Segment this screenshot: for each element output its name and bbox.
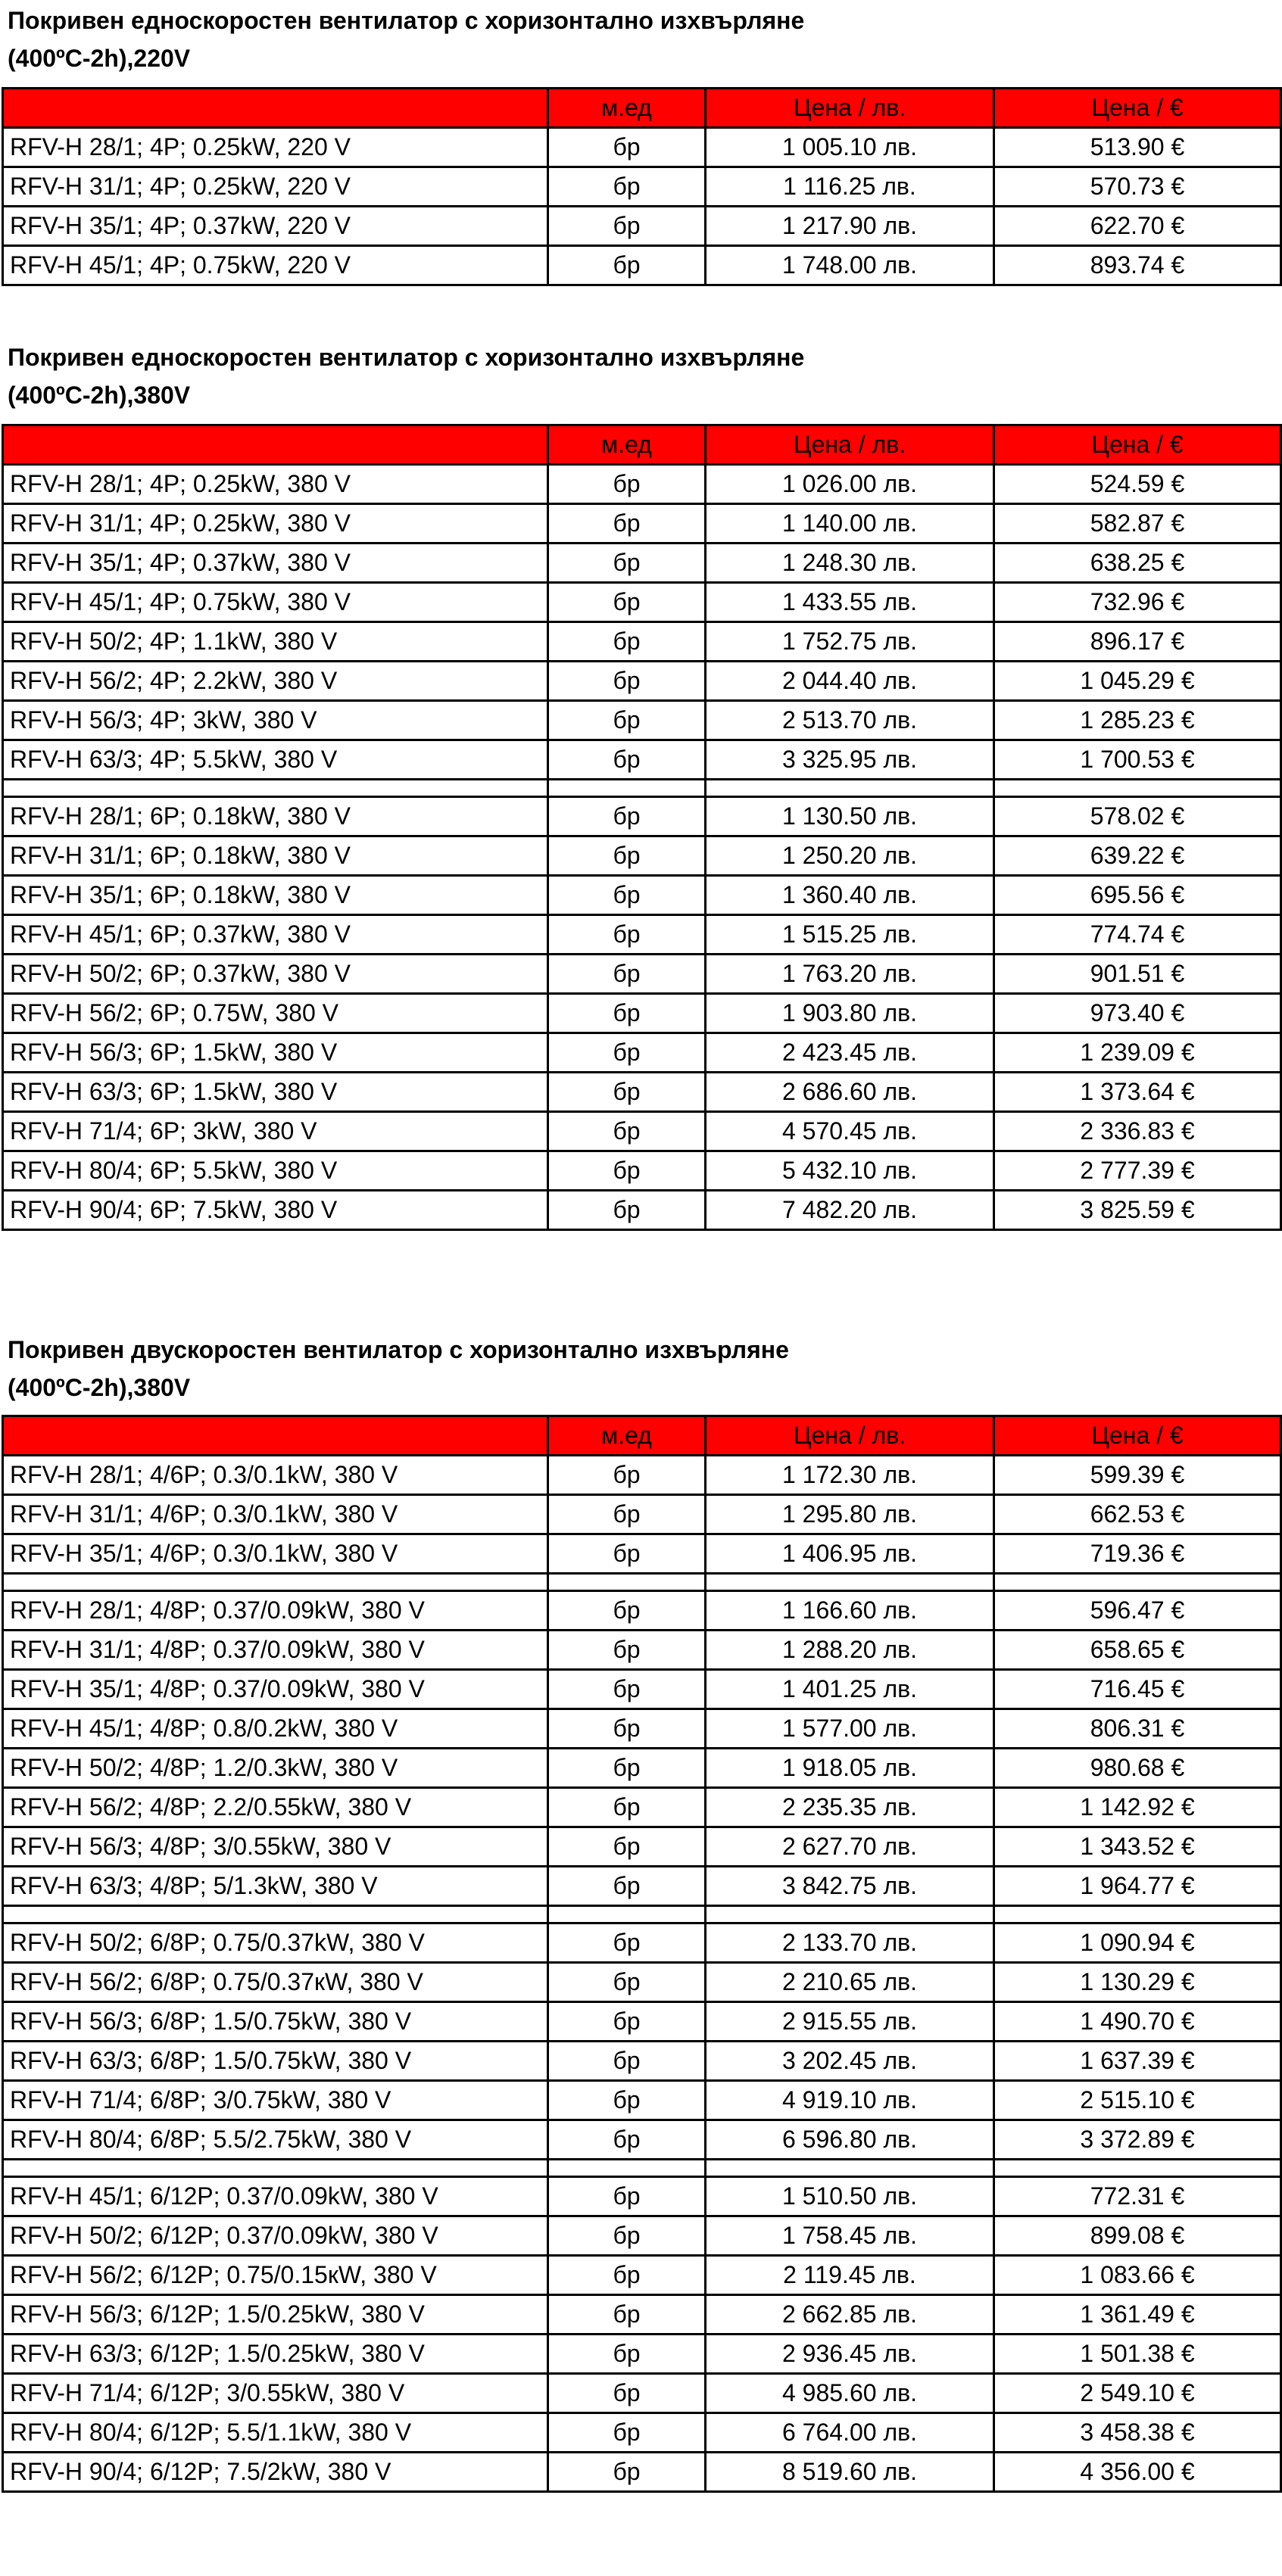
product-name-cell: RFV-H 45/1; 4P; 0.75kW, 220 V xyxy=(3,246,548,285)
price-eur-cell: 524.59 € xyxy=(994,465,1281,504)
product-name-cell: RFV-H 50/2; 6/8P; 0.75/0.37kW, 380 V xyxy=(3,1923,548,1963)
price-eur-cell: 3 458.38 € xyxy=(994,2413,1281,2453)
table-row xyxy=(3,1495,1281,1534)
price-eur-cell: 980.68 € xyxy=(994,1749,1281,1788)
header-unit: м.ед xyxy=(548,89,706,128)
spacer-cell xyxy=(548,1574,706,1591)
spacer-cell xyxy=(3,2160,548,2177)
header-price-bgn: Цена / лв. xyxy=(706,1416,994,1456)
spacer-cell xyxy=(548,2160,706,2177)
unit-cell: бр xyxy=(548,740,706,780)
price-bgn-cell: 1 752.75 лв. xyxy=(706,622,994,662)
table-row xyxy=(3,2002,1281,2042)
price-eur-cell: 1 361.49 € xyxy=(994,2295,1281,2335)
spacer-cell xyxy=(706,2160,994,2177)
price-eur-cell: 582.87 € xyxy=(994,504,1281,544)
product-name-cell: RFV-H 71/4; 6P; 3kW, 380 V xyxy=(3,1112,548,1151)
header-name xyxy=(3,425,548,465)
product-name-cell: RFV-H 31/1; 6P; 0.18kW, 380 V xyxy=(3,836,548,876)
table-row xyxy=(3,1151,1281,1191)
price-bgn-cell: 4 570.45 лв. xyxy=(706,1112,994,1151)
price-bgn-cell: 1 748.00 лв. xyxy=(706,246,994,285)
unit-cell: бр xyxy=(548,544,706,583)
product-name-cell: RFV-H 80/4; 6/8P; 5.5/2.75kW, 380 V xyxy=(3,2120,548,2160)
unit-cell: бр xyxy=(548,1670,706,1709)
product-name-cell: RFV-H 56/3; 6/8P; 1.5/0.75kW, 380 V xyxy=(3,2002,548,2042)
price-bgn-cell: 2 513.70 лв. xyxy=(706,701,994,740)
price-eur-cell: 719.36 € xyxy=(994,1534,1281,1574)
price-eur-cell: 1 501.38 € xyxy=(994,2335,1281,2374)
table-row xyxy=(3,1534,1281,1574)
price-eur-cell: 732.96 € xyxy=(994,583,1281,622)
table-row xyxy=(3,994,1281,1033)
unit-cell: бр xyxy=(548,2081,706,2120)
price-bgn-cell: 8 519.60 лв. xyxy=(706,2453,994,2492)
price-eur-cell: 570.73 € xyxy=(994,167,1281,207)
unit-cell: бр xyxy=(548,701,706,740)
price-eur-cell: 1 285.23 € xyxy=(994,701,1281,740)
price-bgn-cell: 1 918.05 лв. xyxy=(706,1749,994,1788)
unit-cell: бр xyxy=(548,1191,706,1230)
product-name-cell: RFV-H 56/2; 6/8P; 0.75/0.37кW, 380 V xyxy=(3,1963,548,2002)
price-bgn-cell: 1 515.25 лв. xyxy=(706,915,994,955)
product-name-cell: RFV-H 63/3; 6/8P; 1.5/0.75kW, 380 V xyxy=(3,2042,548,2081)
price-eur-cell: 774.74 € xyxy=(994,915,1281,955)
product-name-cell: RFV-H 50/2; 4/8P; 1.2/0.3kW, 380 V xyxy=(3,1749,548,1788)
spacer-row xyxy=(3,780,1281,797)
product-name-cell: RFV-H 35/1; 4P; 0.37kW, 380 V xyxy=(3,544,548,583)
price-bgn-cell: 1 406.95 лв. xyxy=(706,1534,994,1574)
price-bgn-cell: 1 433.55 лв. xyxy=(706,583,994,622)
product-name-cell: RFV-H 45/1; 6/12P; 0.37/0.09kW, 380 V xyxy=(3,2177,548,2216)
price-eur-cell: 622.70 € xyxy=(994,207,1281,246)
unit-cell: бр xyxy=(548,662,706,701)
price-eur-cell: 2 777.39 € xyxy=(994,1151,1281,1191)
unit-cell: бр xyxy=(548,2453,706,2492)
unit-cell: бр xyxy=(548,1534,706,1574)
table-row xyxy=(3,1788,1281,1827)
table-row xyxy=(3,504,1281,544)
unit-cell: бр xyxy=(548,797,706,836)
table-row xyxy=(3,465,1281,504)
unit-cell: бр xyxy=(548,2042,706,2081)
table-row xyxy=(3,2256,1281,2295)
section-3-title-line2: (400ºC-2h),380V xyxy=(8,1374,191,1401)
header-unit: м.ед xyxy=(548,425,706,465)
product-name-cell: RFV-H 28/1; 4/8P; 0.37/0.09kW, 380 V xyxy=(3,1591,548,1631)
table-row xyxy=(3,701,1281,740)
table-row xyxy=(3,1191,1281,1230)
price-eur-cell: 3 825.59 € xyxy=(994,1191,1281,1230)
product-name-cell: RFV-H 90/4; 6/12P; 7.5/2kW, 380 V xyxy=(3,2453,548,2492)
table-row xyxy=(3,2453,1281,2492)
price-bgn-cell: 2 044.40 лв. xyxy=(706,662,994,701)
section-3-title-line1: Покривен двускоростен вентилатор с хоризонтално изхвърляне xyxy=(8,1336,789,1363)
unit-cell: бр xyxy=(548,246,706,285)
price-bgn-cell: 1 360.40 лв. xyxy=(706,876,994,915)
product-name-cell: RFV-H 56/2; 4P; 2.2kW, 380 V xyxy=(3,662,548,701)
price-bgn-cell: 4 919.10 лв. xyxy=(706,2081,994,2120)
price-bgn-cell: 1 172.30 лв. xyxy=(706,1456,994,1495)
unit-cell: бр xyxy=(548,1709,706,1749)
section-1-body xyxy=(3,128,1281,285)
price-eur-cell: 1 130.29 € xyxy=(994,1963,1281,2002)
price-eur-cell: 893.74 € xyxy=(994,246,1281,285)
price-eur-cell: 716.45 € xyxy=(994,1670,1281,1709)
spacer-cell xyxy=(548,780,706,797)
price-bgn-cell: 6 596.80 лв. xyxy=(706,2120,994,2160)
price-eur-cell: 4 356.00 € xyxy=(994,2453,1281,2492)
price-bgn-cell: 2 686.60 лв. xyxy=(706,1073,994,1112)
product-name-cell: RFV-H 56/2; 6P; 0.75W, 380 V xyxy=(3,994,548,1033)
product-name-cell: RFV-H 31/1; 4P; 0.25kW, 220 V xyxy=(3,167,548,207)
price-eur-cell: 1 239.09 € xyxy=(994,1033,1281,1073)
product-name-cell: RFV-H 35/1; 4/8P; 0.37/0.09kW, 380 V xyxy=(3,1670,548,1709)
unit-cell: бр xyxy=(548,1963,706,2002)
header-price-eur: Цена / € xyxy=(994,425,1281,465)
product-name-cell: RFV-H 31/1; 4/6P; 0.3/0.1kW, 380 V xyxy=(3,1495,548,1534)
table-row xyxy=(3,2413,1281,2453)
table-row xyxy=(3,836,1281,876)
price-bgn-cell: 2 119.45 лв. xyxy=(706,2256,994,2295)
table-row xyxy=(3,955,1281,994)
price-eur-cell: 973.40 € xyxy=(994,994,1281,1033)
price-bgn-cell: 2 915.55 лв. xyxy=(706,2002,994,2042)
spacer-row xyxy=(3,2160,1281,2177)
price-bgn-cell: 6 764.00 лв. xyxy=(706,2413,994,2453)
price-eur-cell: 901.51 € xyxy=(994,955,1281,994)
unit-cell: бр xyxy=(548,1923,706,1963)
price-bgn-cell: 1 250.20 лв. xyxy=(706,836,994,876)
table-row xyxy=(3,2295,1281,2335)
price-bgn-cell: 1 166.60 лв. xyxy=(706,1591,994,1631)
table-row xyxy=(3,1709,1281,1749)
price-bgn-cell: 3 842.75 лв. xyxy=(706,1867,994,1906)
price-eur-cell: 1 142.92 € xyxy=(994,1788,1281,1827)
section-1-title-line2: (400ºC-2h),220V xyxy=(8,45,191,72)
unit-cell: бр xyxy=(548,1151,706,1191)
table-row xyxy=(3,1033,1281,1073)
table-row xyxy=(3,1591,1281,1631)
price-bgn-cell: 1 401.25 лв. xyxy=(706,1670,994,1709)
table-row xyxy=(3,797,1281,836)
product-name-cell: RFV-H 31/1; 4P; 0.25kW, 380 V xyxy=(3,504,548,544)
unit-cell: бр xyxy=(548,583,706,622)
price-eur-cell: 513.90 € xyxy=(994,128,1281,167)
product-name-cell: RFV-H 50/2; 4P; 1.1kW, 380 V xyxy=(3,622,548,662)
spacer-cell xyxy=(3,1574,548,1591)
price-eur-cell: 578.02 € xyxy=(994,797,1281,836)
product-name-cell: RFV-H 35/1; 4P; 0.37kW, 220 V xyxy=(3,207,548,246)
price-eur-cell: 1 343.52 € xyxy=(994,1827,1281,1867)
header-unit: м.ед xyxy=(548,1416,706,1456)
price-bgn-cell: 1 758.45 лв. xyxy=(706,2216,994,2256)
unit-cell: бр xyxy=(548,1495,706,1534)
header-price-bgn: Цена / лв. xyxy=(706,425,994,465)
price-eur-cell: 806.31 € xyxy=(994,1709,1281,1749)
spacer-cell xyxy=(3,1906,548,1923)
table-row xyxy=(3,1749,1281,1788)
spacer-cell xyxy=(706,780,994,797)
price-eur-cell: 1 083.66 € xyxy=(994,2256,1281,2295)
unit-cell: бр xyxy=(548,2177,706,2216)
section-3-title xyxy=(8,1331,1257,1406)
header-price-eur: Цена / € xyxy=(994,1416,1281,1456)
table-header-row xyxy=(3,425,1281,465)
table-row xyxy=(3,207,1281,246)
unit-cell: бр xyxy=(548,504,706,544)
spacer-cell xyxy=(706,1906,994,1923)
price-bgn-cell: 1 116.25 лв. xyxy=(706,167,994,207)
price-eur-cell: 695.56 € xyxy=(994,876,1281,915)
product-name-cell: RFV-H 50/2; 6P; 0.37kW, 380 V xyxy=(3,955,548,994)
product-name-cell: RFV-H 45/1; 4P; 0.75kW, 380 V xyxy=(3,583,548,622)
product-name-cell: RFV-H 45/1; 6P; 0.37kW, 380 V xyxy=(3,915,548,955)
section-2-title xyxy=(8,338,1257,414)
table-row xyxy=(3,167,1281,207)
price-bgn-cell: 3 325.95 лв. xyxy=(706,740,994,780)
unit-cell: бр xyxy=(548,1073,706,1112)
unit-cell: бр xyxy=(548,622,706,662)
table-row xyxy=(3,622,1281,662)
unit-cell: бр xyxy=(548,915,706,955)
section-1-title xyxy=(8,2,1257,77)
table-row xyxy=(3,1631,1281,1670)
product-name-cell: RFV-H 35/1; 6P; 0.18kW, 380 V xyxy=(3,876,548,915)
table-row xyxy=(3,1923,1281,1963)
product-name-cell: RFV-H 56/3; 6/12P; 1.5/0.25kW, 380 V xyxy=(3,2295,548,2335)
price-bgn-cell: 2 936.45 лв. xyxy=(706,2335,994,2374)
header-name xyxy=(3,89,548,128)
price-eur-cell: 638.25 € xyxy=(994,544,1281,583)
price-eur-cell: 2 515.10 € xyxy=(994,2081,1281,2120)
product-name-cell: RFV-H 31/1; 4/8P; 0.37/0.09kW, 380 V xyxy=(3,1631,548,1670)
product-name-cell: RFV-H 28/1; 6P; 0.18kW, 380 V xyxy=(3,797,548,836)
table-row xyxy=(3,2042,1281,2081)
header-price-eur: Цена / € xyxy=(994,89,1281,128)
price-bgn-cell: 3 202.45 лв. xyxy=(706,2042,994,2081)
price-bgn-cell: 1 217.90 лв. xyxy=(706,207,994,246)
section-3-body xyxy=(3,1456,1281,2492)
spacer-cell xyxy=(3,780,548,797)
unit-cell: бр xyxy=(548,2335,706,2374)
table-row xyxy=(3,876,1281,915)
price-bgn-cell: 1 140.00 лв. xyxy=(706,504,994,544)
table-row xyxy=(3,2177,1281,2216)
product-name-cell: RFV-H 45/1; 4/8P; 0.8/0.2kW, 380 V xyxy=(3,1709,548,1749)
unit-cell: бр xyxy=(548,2216,706,2256)
product-name-cell: RFV-H 28/1; 4/6P; 0.3/0.1kW, 380 V xyxy=(3,1456,548,1495)
table-header-row xyxy=(3,1416,1281,1456)
unit-cell: бр xyxy=(548,167,706,207)
unit-cell: бр xyxy=(548,2374,706,2413)
price-bgn-cell: 1 005.10 лв. xyxy=(706,128,994,167)
unit-cell: бр xyxy=(548,128,706,167)
section-2-table xyxy=(2,424,1282,1231)
unit-cell: бр xyxy=(548,1749,706,1788)
price-bgn-cell: 4 985.60 лв. xyxy=(706,2374,994,2413)
table-row xyxy=(3,662,1281,701)
table-row xyxy=(3,2216,1281,2256)
unit-cell: бр xyxy=(548,994,706,1033)
product-name-cell: RFV-H 80/4; 6/12P; 5.5/1.1kW, 380 V xyxy=(3,2413,548,2453)
unit-cell: бр xyxy=(548,1033,706,1073)
spacer-cell xyxy=(994,1574,1281,1591)
table-row xyxy=(3,2120,1281,2160)
table-row xyxy=(3,2335,1281,2374)
header-name xyxy=(3,1416,548,1456)
price-eur-cell: 772.31 € xyxy=(994,2177,1281,2216)
table-row xyxy=(3,1456,1281,1495)
section-1-title-line1: Покривен едноскоростен вентилатор с хоризонтално изхвърляне xyxy=(8,7,805,34)
price-eur-cell: 658.65 € xyxy=(994,1631,1281,1670)
header-price-bgn: Цена / лв. xyxy=(706,89,994,128)
table-row xyxy=(3,1073,1281,1112)
product-name-cell: RFV-H 56/3; 6P; 1.5kW, 380 V xyxy=(3,1033,548,1073)
price-eur-cell: 596.47 € xyxy=(994,1591,1281,1631)
price-eur-cell: 1 637.39 € xyxy=(994,2042,1281,2081)
price-bgn-cell: 1 026.00 лв. xyxy=(706,465,994,504)
table-row xyxy=(3,544,1281,583)
price-eur-cell: 3 372.89 € xyxy=(994,2120,1281,2160)
spacer-cell xyxy=(994,780,1281,797)
unit-cell: бр xyxy=(548,836,706,876)
spacer-cell xyxy=(994,1906,1281,1923)
price-bgn-cell: 1 248.30 лв. xyxy=(706,544,994,583)
unit-cell: бр xyxy=(548,1112,706,1151)
price-bgn-cell: 1 763.20 лв. xyxy=(706,955,994,994)
price-bgn-cell: 1 903.80 лв. xyxy=(706,994,994,1033)
spacer-cell xyxy=(994,2160,1281,2177)
table-row xyxy=(3,915,1281,955)
section-2-title-line2: (400ºC-2h),380V xyxy=(8,382,191,409)
price-bgn-cell: 2 133.70 лв. xyxy=(706,1923,994,1963)
product-name-cell: RFV-H 63/3; 6/12P; 1.5/0.25kW, 380 V xyxy=(3,2335,548,2374)
price-eur-cell: 1 090.94 € xyxy=(994,1923,1281,1963)
table-row xyxy=(3,246,1281,285)
spacer-row xyxy=(3,1574,1281,1591)
section-2-body xyxy=(3,465,1281,1230)
price-eur-cell: 896.17 € xyxy=(994,622,1281,662)
table-row xyxy=(3,1867,1281,1906)
unit-cell: бр xyxy=(548,955,706,994)
unit-cell: бр xyxy=(548,2256,706,2295)
product-name-cell: RFV-H 63/3; 6P; 1.5kW, 380 V xyxy=(3,1073,548,1112)
product-name-cell: RFV-H 50/2; 6/12P; 0.37/0.09kW, 380 V xyxy=(3,2216,548,2256)
price-bgn-cell: 2 210.65 лв. xyxy=(706,1963,994,2002)
unit-cell: бр xyxy=(548,876,706,915)
unit-cell: бр xyxy=(548,1867,706,1906)
price-eur-cell: 1 045.29 € xyxy=(994,662,1281,701)
section-1-table xyxy=(2,87,1282,286)
product-name-cell: RFV-H 56/3; 4/8P; 3/0.55kW, 380 V xyxy=(3,1827,548,1867)
price-bgn-cell: 2 662.85 лв. xyxy=(706,2295,994,2335)
product-name-cell: RFV-H 63/3; 4/8P; 5/1.3kW, 380 V xyxy=(3,1867,548,1906)
price-bgn-cell: 1 577.00 лв. xyxy=(706,1709,994,1749)
table-row xyxy=(3,1963,1281,2002)
product-name-cell: RFV-H 56/3; 4P; 3kW, 380 V xyxy=(3,701,548,740)
spacer-row xyxy=(3,1906,1281,1923)
unit-cell: бр xyxy=(548,1591,706,1631)
price-eur-cell: 1 373.64 € xyxy=(994,1073,1281,1112)
price-bgn-cell: 2 627.70 лв. xyxy=(706,1827,994,1867)
price-bgn-cell: 1 295.80 лв. xyxy=(706,1495,994,1534)
table-row xyxy=(3,1112,1281,1151)
table-row xyxy=(3,1827,1281,1867)
price-bgn-cell: 5 432.10 лв. xyxy=(706,1151,994,1191)
spacer-cell xyxy=(548,1906,706,1923)
unit-cell: бр xyxy=(548,207,706,246)
unit-cell: бр xyxy=(548,1631,706,1670)
product-name-cell: RFV-H 35/1; 4/6P; 0.3/0.1kW, 380 V xyxy=(3,1534,548,1574)
table-row xyxy=(3,740,1281,780)
price-bgn-cell: 1 288.20 лв. xyxy=(706,1631,994,1670)
price-eur-cell: 1 964.77 € xyxy=(994,1867,1281,1906)
table-row xyxy=(3,583,1281,622)
unit-cell: бр xyxy=(548,1456,706,1495)
table-header-row xyxy=(3,89,1281,128)
product-name-cell: RFV-H 56/2; 6/12P; 0.75/0.15кW, 380 V xyxy=(3,2256,548,2295)
table-row xyxy=(3,2374,1281,2413)
product-name-cell: RFV-H 90/4; 6P; 7.5kW, 380 V xyxy=(3,1191,548,1230)
price-eur-cell: 2 336.83 € xyxy=(994,1112,1281,1151)
product-name-cell: RFV-H 28/1; 4P; 0.25kW, 380 V xyxy=(3,465,548,504)
price-eur-cell: 899.08 € xyxy=(994,2216,1281,2256)
product-name-cell: RFV-H 28/1; 4P; 0.25kW, 220 V xyxy=(3,128,548,167)
table-row xyxy=(3,128,1281,167)
product-name-cell: RFV-H 56/2; 4/8P; 2.2/0.55kW, 380 V xyxy=(3,1788,548,1827)
price-eur-cell: 1 490.70 € xyxy=(994,2002,1281,2042)
price-eur-cell: 1 700.53 € xyxy=(994,740,1281,780)
section-2-title-line1: Покривен едноскоростен вентилатор с хоризонтално изхвърляне xyxy=(8,344,805,371)
price-bgn-cell: 7 482.20 лв. xyxy=(706,1191,994,1230)
unit-cell: бр xyxy=(548,2002,706,2042)
price-eur-cell: 639.22 € xyxy=(994,836,1281,876)
table-row xyxy=(3,1670,1281,1709)
spacer-cell xyxy=(706,1574,994,1591)
price-eur-cell: 599.39 € xyxy=(994,1456,1281,1495)
price-eur-cell: 2 549.10 € xyxy=(994,2374,1281,2413)
price-bgn-cell: 1 130.50 лв. xyxy=(706,797,994,836)
unit-cell: бр xyxy=(548,1788,706,1827)
section-3-table xyxy=(2,1415,1282,2493)
product-name-cell: RFV-H 63/3; 4P; 5.5kW, 380 V xyxy=(3,740,548,780)
unit-cell: бр xyxy=(548,465,706,504)
product-name-cell: RFV-H 71/4; 6/12P; 3/0.55kW, 380 V xyxy=(3,2374,548,2413)
price-bgn-cell: 2 423.45 лв. xyxy=(706,1033,994,1073)
table-row xyxy=(3,2081,1281,2120)
unit-cell: бр xyxy=(548,2120,706,2160)
unit-cell: бр xyxy=(548,2295,706,2335)
price-bgn-cell: 1 510.50 лв. xyxy=(706,2177,994,2216)
product-name-cell: RFV-H 71/4; 6/8P; 3/0.75kW, 380 V xyxy=(3,2081,548,2120)
price-eur-cell: 662.53 € xyxy=(994,1495,1281,1534)
price-bgn-cell: 2 235.35 лв. xyxy=(706,1788,994,1827)
product-name-cell: RFV-H 80/4; 6P; 5.5kW, 380 V xyxy=(3,1151,548,1191)
unit-cell: бр xyxy=(548,2413,706,2453)
unit-cell: бр xyxy=(548,1827,706,1867)
